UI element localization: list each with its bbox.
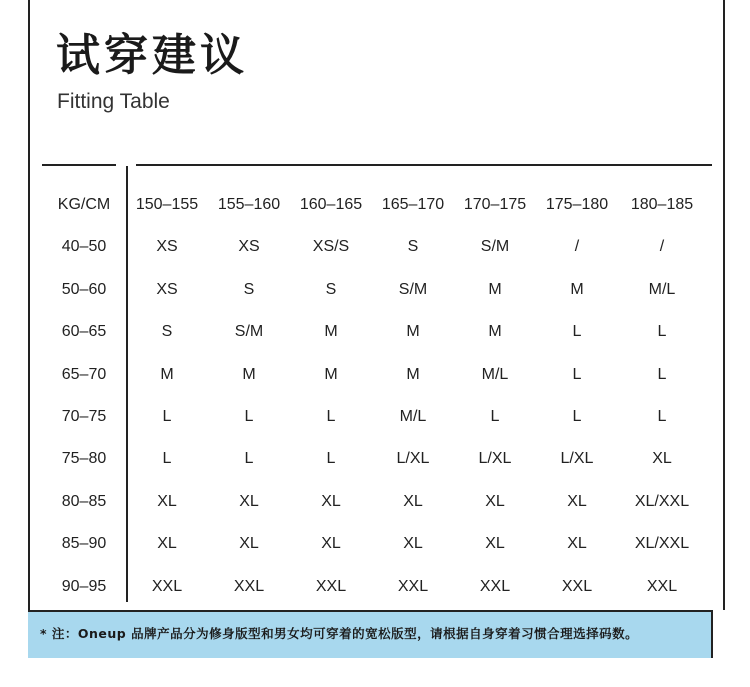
frame-right-border xyxy=(723,0,725,610)
size-cell: XXL xyxy=(479,578,511,595)
row-weight-range: 40–50 xyxy=(61,238,107,255)
size-cell: L/XL xyxy=(560,450,594,467)
header-height-range: 160–165 xyxy=(299,196,363,213)
row-weight-range: 65–70 xyxy=(61,366,107,383)
note-text: * 注：Oneup 品牌产品分为修身版型和男女均可穿着的宽松版型，请根据自身穿着习惯合理选择码数。 xyxy=(40,626,639,641)
size-cell: M xyxy=(324,323,338,340)
size-cell: XL xyxy=(567,535,587,552)
row-weight-range: 75–80 xyxy=(61,450,107,467)
header-unit-label: KG/CM xyxy=(57,196,111,213)
size-cell: L xyxy=(657,408,667,425)
header-height-range: 150–155 xyxy=(135,196,199,213)
size-cell: M xyxy=(160,366,174,383)
size-cell: XXL xyxy=(233,578,265,595)
size-cell: M xyxy=(570,281,584,298)
size-cell: XXL xyxy=(151,578,183,595)
size-cell: S/M xyxy=(398,281,428,298)
size-cell: XL xyxy=(157,535,177,552)
size-cell: XS xyxy=(156,281,178,298)
size-cell: S xyxy=(407,238,419,255)
size-cell: L xyxy=(490,408,500,425)
size-cell: L/XL xyxy=(478,450,512,467)
size-cell: M/L xyxy=(648,281,676,298)
header-height-range: 180–185 xyxy=(630,196,694,213)
size-cell: XS/S xyxy=(312,238,350,255)
size-cell: XL xyxy=(321,493,341,510)
page-subtitle: Fitting Table xyxy=(57,90,170,113)
row-weight-range: 90–95 xyxy=(61,578,107,595)
size-cell: S xyxy=(161,323,173,340)
size-cell: L xyxy=(326,450,336,467)
size-cell: XXL xyxy=(315,578,347,595)
row-weight-range: 80–85 xyxy=(61,493,107,510)
size-cell: M/L xyxy=(399,408,427,425)
table-top-rule-right xyxy=(136,164,712,166)
size-cell: XL xyxy=(239,535,259,552)
row-weight-range: 50–60 xyxy=(61,281,107,298)
size-cell: / xyxy=(659,238,665,255)
size-cell: L xyxy=(657,366,667,383)
size-cell: M xyxy=(488,281,502,298)
row-weight-range: 85–90 xyxy=(61,535,107,552)
size-cell: L xyxy=(657,323,667,340)
size-cell: XL xyxy=(321,535,341,552)
size-cell: XL xyxy=(567,493,587,510)
size-cell: XL xyxy=(652,450,672,467)
size-cell: XS xyxy=(156,238,178,255)
size-cell: XL xyxy=(485,493,505,510)
size-cell: S xyxy=(243,281,255,298)
size-cell: L xyxy=(572,366,582,383)
size-cell: XL xyxy=(403,493,423,510)
size-cell: M xyxy=(406,366,420,383)
size-cell: S/M xyxy=(480,238,510,255)
table-top-rule-left xyxy=(42,164,116,166)
size-cell: L xyxy=(244,408,254,425)
header-height-range: 155–160 xyxy=(217,196,281,213)
size-cell: L xyxy=(572,323,582,340)
size-cell: L xyxy=(162,408,172,425)
page-title: 试穿建议 xyxy=(56,30,248,81)
size-cell: XXL xyxy=(561,578,593,595)
frame-left-border xyxy=(28,0,30,610)
size-cell: XXL xyxy=(646,578,678,595)
size-cell: L xyxy=(162,450,172,467)
size-cell: XL xyxy=(485,535,505,552)
header-height-range: 170–175 xyxy=(463,196,527,213)
size-cell: M/L xyxy=(481,366,509,383)
size-cell: XL xyxy=(403,535,423,552)
size-cell: S/M xyxy=(234,323,264,340)
row-weight-range: 60–65 xyxy=(61,323,107,340)
row-weight-range: 70–75 xyxy=(61,408,107,425)
size-cell: XXL xyxy=(397,578,429,595)
size-cell: L/XL xyxy=(396,450,430,467)
size-cell: L xyxy=(244,450,254,467)
size-cell: XS xyxy=(238,238,260,255)
size-cell: M xyxy=(406,323,420,340)
header-height-range: 175–180 xyxy=(545,196,609,213)
size-cell: M xyxy=(242,366,256,383)
size-cell: XL/XXL xyxy=(634,535,690,552)
size-cell: L xyxy=(326,408,336,425)
note-banner-edge xyxy=(711,610,713,658)
size-cell: M xyxy=(488,323,502,340)
size-cell: S xyxy=(325,281,337,298)
size-cell: L xyxy=(572,408,582,425)
header-height-range: 165–170 xyxy=(381,196,445,213)
size-cell: XL xyxy=(157,493,177,510)
size-cell: XL/XXL xyxy=(634,493,690,510)
size-cell: XL xyxy=(239,493,259,510)
size-cell: / xyxy=(574,238,580,255)
size-cell: M xyxy=(324,366,338,383)
